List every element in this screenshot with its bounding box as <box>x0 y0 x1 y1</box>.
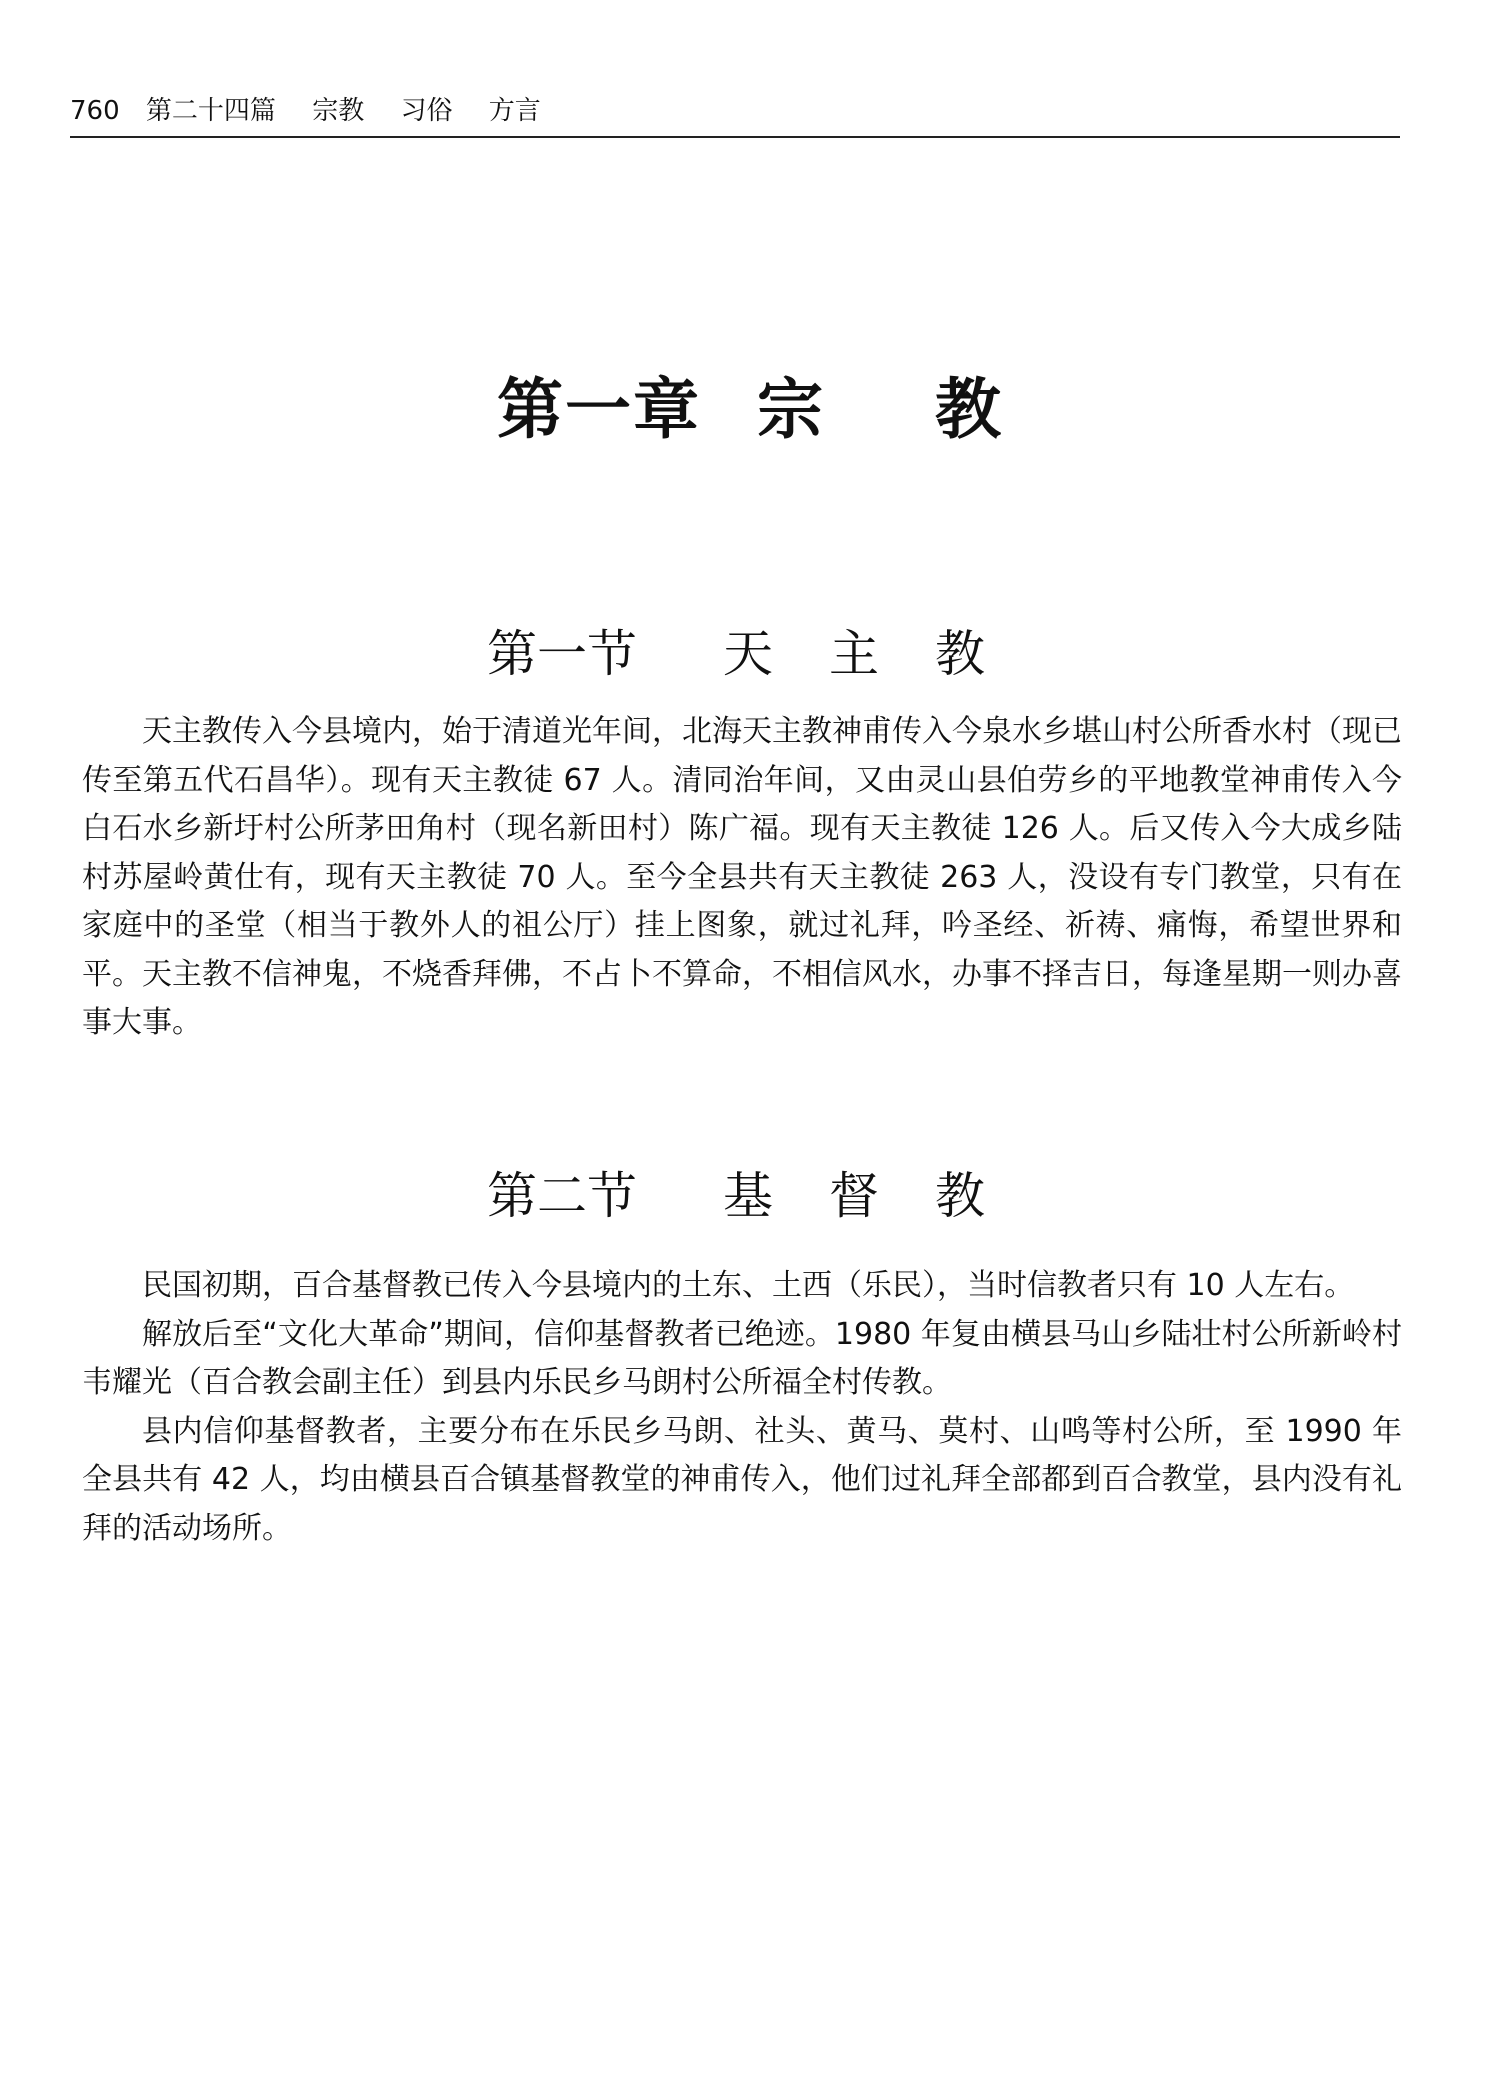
section-title-char: 基 <box>723 1167 773 1225</box>
paragraph: 县内信仰基督教者，主要分布在乐民乡马朗、社头、黄马、莫村、山鸣等村公所，至 1990 年全县共有 42 人，均由横县百合镇基督教堂的神甫传入，他们过礼拜全部都到百合教堂，县内没有礼拜的活动场所。 <box>82 1413 1402 1546</box>
section-title-char: 教 <box>935 1167 985 1225</box>
part-title: 第二十四篇 <box>145 96 276 126</box>
paragraph: 民国初期，百合基督教已传入今县境内的土东、土西（乐民），当时信教者只有 10 人左右。 <box>142 1268 1355 1303</box>
section-body-christianity <box>82 1262 1402 1553</box>
section-number: 第二节 <box>487 1167 637 1225</box>
section-title-char: 天 <box>723 625 773 683</box>
section-title-catholicism <box>0 622 1500 686</box>
header-topic-customs: 习俗 <box>400 96 453 126</box>
header-topic-dialect: 方言 <box>488 96 541 126</box>
section-title-char: 教 <box>935 625 985 683</box>
section-body-catholicism <box>82 708 1402 1048</box>
chapter-title-char: 教 <box>935 371 1003 448</box>
paragraph: 解放后至“文化大革命”期间，信仰基督教者已绝迹。1980 年复由横县马山乡陆壮村公所新岭村韦耀光（百合教会副主任）到县内乐民乡马朗村公所福全村传教。 <box>82 1316 1402 1400</box>
chapter-number: 第一章 <box>497 371 701 448</box>
running-header <box>70 92 1400 138</box>
section-title-christianity <box>0 1164 1500 1228</box>
section-title-char: 督 <box>829 1167 879 1225</box>
chapter-title <box>0 370 1500 450</box>
paragraph: 天主教传入今县境内，始于清道光年间，北海天主教神甫传入今泉水乡堪山村公所香水村（现已传至第五代石昌华）。现有天主教徒 67 人。清同治年间，又由灵山县伯劳乡的平地教堂神甫传入今白石水乡新圩村公所茅田角村（现名新田村）陈广福。现有天主教徒 126 人。后又传入今大成乡陆村苏屋岭黄仕有，现有天主教徒 70 人。至今全县共有天主教徒 263 人，没设有专门教堂，只有在家庭中的圣堂（相当于教外人的祖公厅）挂上图象，就过礼拜，吟圣经、祈祷、痛悔，希望世界和平。天主教不信神鬼，不烧香拜佛，不占卜不算命，不相信风水，办事不择吉日，每逢星期一则办喜事大事。 <box>82 714 1402 1040</box>
chapter-title-char: 宗 <box>757 371 825 448</box>
header-topic-religion: 宗教 <box>312 96 365 126</box>
section-title-char: 主 <box>829 625 879 683</box>
page-number: 760 <box>70 96 120 126</box>
section-number: 第一节 <box>487 625 637 683</box>
